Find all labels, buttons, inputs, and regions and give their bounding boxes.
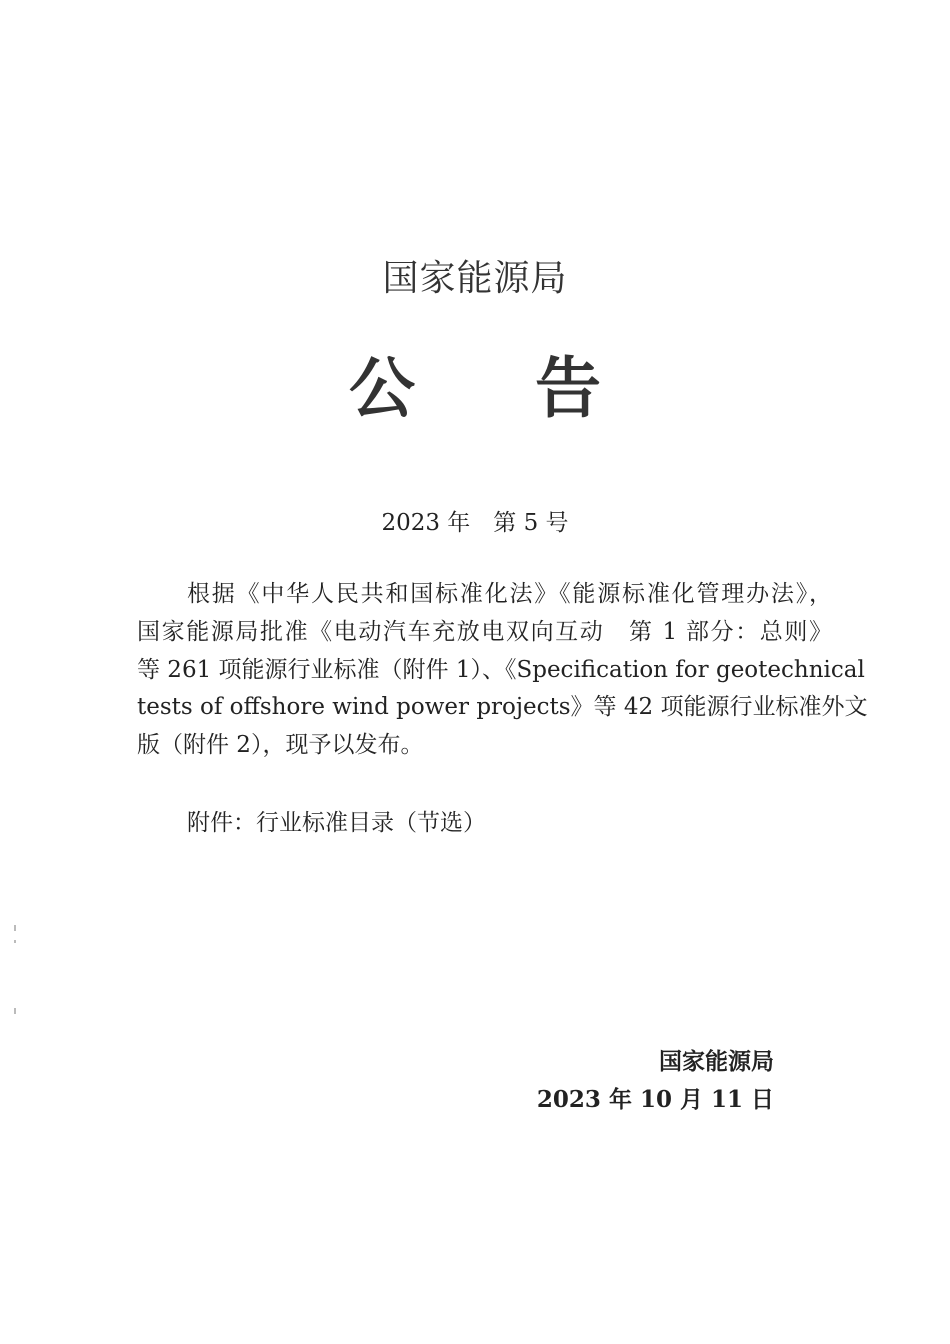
issue-number: 2023 年 第 5 号 [381, 510, 569, 536]
body-line: 国家能源局批准《电动汽车充放电双向互动 第 1 部分：总则》 [137, 618, 832, 645]
signature-date: 2023 年 10 月 11 日 [536, 1086, 774, 1113]
announcement-body [137, 576, 868, 765]
title-char: 告 [535, 350, 601, 427]
body-line: 等 261 项能源行业标准（附件 1）、《Specification for geotechnical [137, 656, 865, 683]
scan-mark [14, 925, 16, 931]
body-line: tests of offshore wind power projects》等 42 项能源行业标准外文 [137, 694, 868, 721]
body-line: 根据《中华人民共和国标准化法》《能源标准化管理办法》， [187, 581, 832, 607]
signature-block [537, 1043, 774, 1119]
title-char: 公 [349, 350, 415, 427]
attachment-note: 附件：行业标准目录（节选） [187, 810, 486, 836]
scan-mark [14, 940, 16, 943]
scan-mark [14, 1008, 16, 1014]
document-title [0, 335, 950, 430]
body-line: 版（附件 2），现予以发布。 [137, 732, 424, 759]
issuer-heading: 国家能源局 [382, 258, 568, 299]
signature-issuer: 国家能源局 [659, 1049, 774, 1075]
